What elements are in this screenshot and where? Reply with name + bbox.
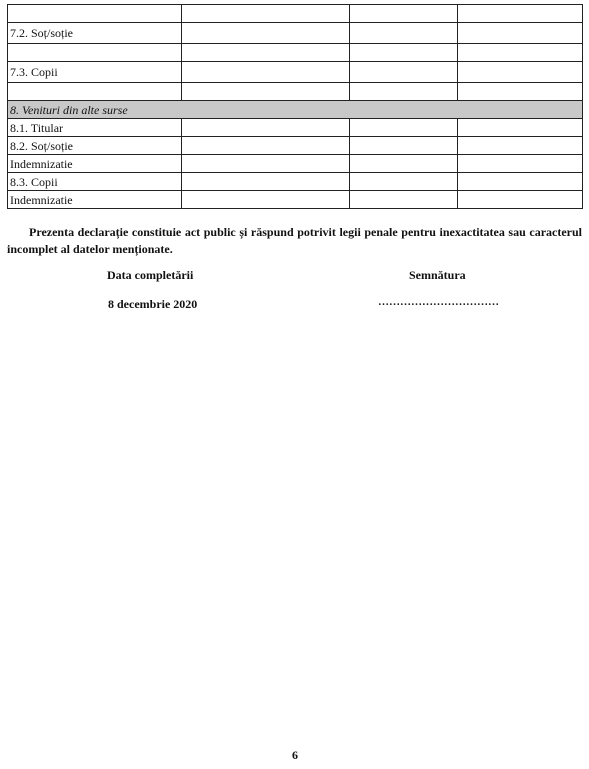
declaration-text: Prezenta declarație constituie act public și răspund potrivit legii penale pentru inexactitatea sau caracterul incomplet al datelor menționate. — [7, 225, 582, 256]
row-label: 8.2. Soț/soție — [8, 137, 182, 155]
table-cell — [350, 191, 458, 209]
section-header-label: 8. Venituri din alte surse — [8, 101, 583, 119]
row-label: 7.3. Copii — [8, 62, 182, 83]
table-cell — [350, 155, 458, 173]
table-cell — [182, 5, 350, 23]
table-row — [8, 173, 583, 191]
table-cell — [458, 173, 583, 191]
row-label — [8, 44, 182, 62]
table-row — [8, 62, 583, 83]
table-cell — [350, 44, 458, 62]
signature-label: Semnătura — [409, 268, 466, 282]
table-cell — [350, 173, 458, 191]
table-cell — [350, 23, 458, 44]
table-cell — [458, 191, 583, 209]
table-cell — [350, 5, 458, 23]
income-table-body — [8, 5, 583, 209]
table-cell — [182, 23, 350, 44]
table-cell — [458, 155, 583, 173]
table-row — [8, 23, 583, 44]
table-row — [8, 5, 583, 23]
table-row — [8, 44, 583, 62]
table-cell — [182, 83, 350, 101]
table-cell — [182, 173, 350, 191]
table-cell — [350, 119, 458, 137]
row-label: 7.2. Soț/soție — [8, 23, 182, 44]
row-label: Indemnizatie — [8, 191, 182, 209]
table-row — [8, 155, 583, 173]
row-label: 8.1. Titular — [8, 119, 182, 137]
section-header-row — [8, 101, 583, 119]
table-cell — [182, 44, 350, 62]
income-table — [7, 4, 583, 209]
row-label — [8, 5, 182, 23]
table-cell — [458, 62, 583, 83]
table-cell — [458, 83, 583, 101]
row-label: 8.3. Copii — [8, 173, 182, 191]
table-cell — [458, 23, 583, 44]
table-row — [8, 83, 583, 101]
table-cell — [182, 62, 350, 83]
date-label: Data completării — [107, 268, 194, 282]
completion-date: 8 decembrie 2020 — [108, 297, 198, 311]
table-cell — [182, 119, 350, 137]
table-cell — [182, 137, 350, 155]
table-cell — [458, 119, 583, 137]
page-number: 6 — [292, 748, 298, 762]
table-row — [8, 137, 583, 155]
table-row — [8, 119, 583, 137]
table-cell — [182, 191, 350, 209]
table-cell — [350, 137, 458, 155]
row-label — [8, 83, 182, 101]
table-cell — [458, 5, 583, 23]
table-cell — [350, 83, 458, 101]
table-cell — [182, 155, 350, 173]
row-label: Indemnizatie — [8, 155, 182, 173]
table-row — [8, 191, 583, 209]
table-cell — [458, 44, 583, 62]
table-cell — [350, 62, 458, 83]
table-cell — [458, 137, 583, 155]
signature-line: …………………………… — [378, 296, 499, 308]
